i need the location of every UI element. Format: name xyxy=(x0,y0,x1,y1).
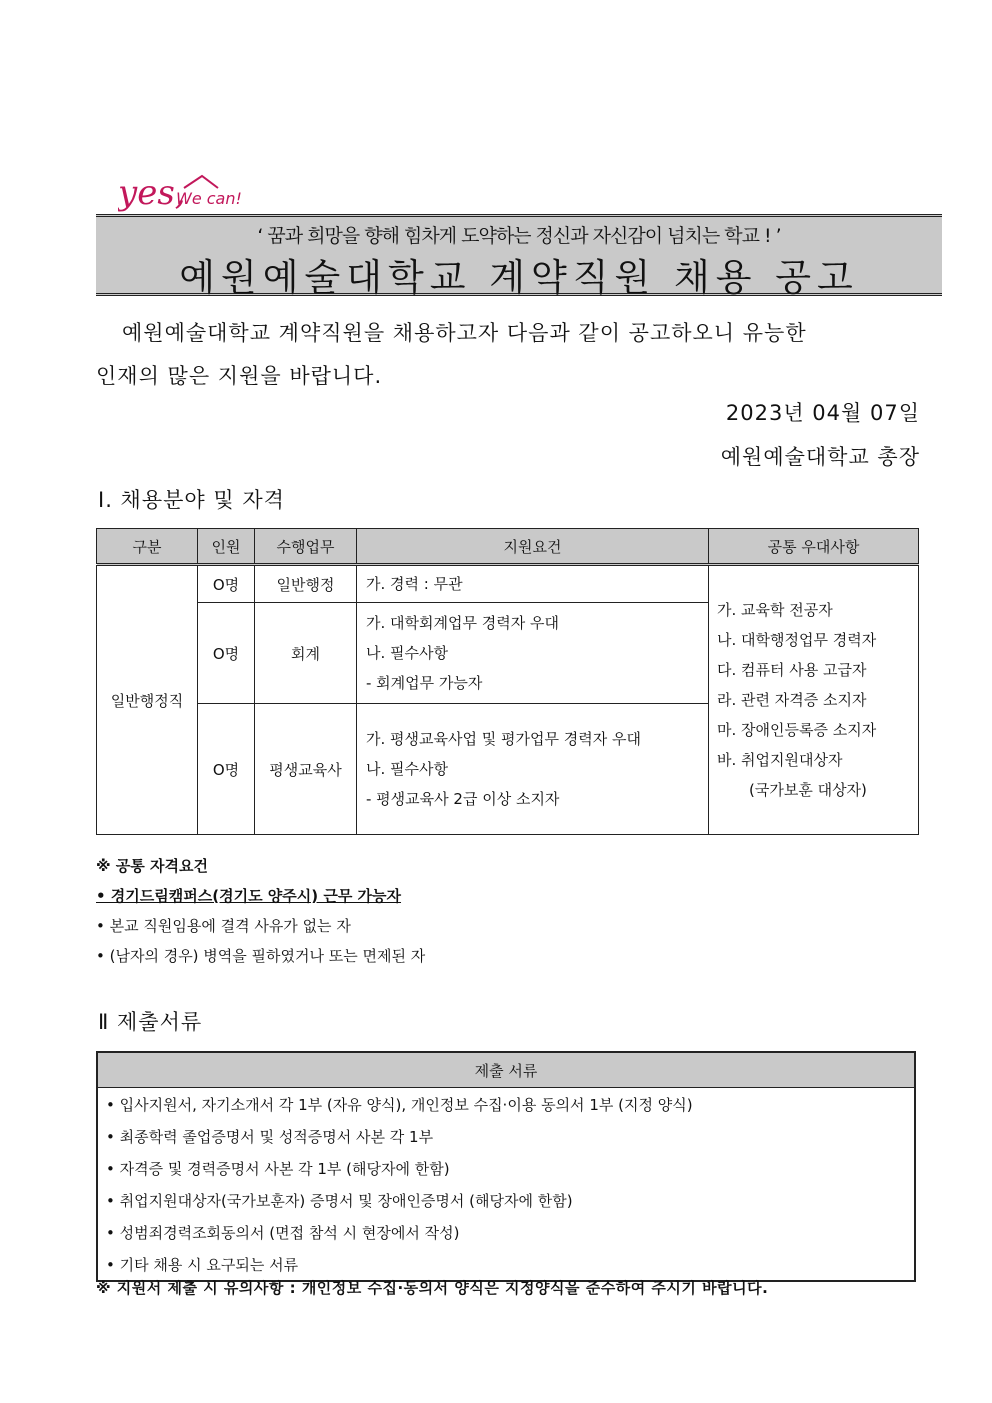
common-requirement-item: • (남자의 경우) 병역을 필하였거나 또는 면제된 자 xyxy=(96,947,426,965)
header-duty: 수행업무 xyxy=(255,529,357,565)
signature: 예원예술대학교 총장 xyxy=(720,445,920,469)
requirement-line: - 평생교육사 2급 이상 소지자 xyxy=(366,790,560,808)
section-2-title: Ⅱ 제출서류 xyxy=(98,1010,203,1034)
header-category: 구분 xyxy=(97,529,198,565)
intro-line-1: 예원예술대학교 계약직원을 채용하고자 다음과 같이 공고하오니 유능한 xyxy=(122,321,807,345)
preference-item: 다. 컴퓨터 사용 고급자 xyxy=(717,661,867,679)
count-cell: O명 xyxy=(198,565,255,603)
requirement-line: 가. 평생교육사업 및 평가업무 경력자 우대 xyxy=(366,730,641,748)
table-row xyxy=(97,1088,915,1121)
header-requirements: 지원요건 xyxy=(357,529,709,565)
table-row xyxy=(97,1184,915,1216)
document-item: • 자격증 및 경력증명서 사본 각 1부 (해당자에 한함) xyxy=(106,1159,450,1178)
table-header-row xyxy=(97,529,919,565)
table-row xyxy=(97,1152,915,1184)
requirements-cell xyxy=(357,603,709,704)
document-item: • 성범죄경력조회동의서 (면접 참석 시 현장에서 작성) xyxy=(106,1223,460,1242)
recruitment-table xyxy=(96,528,919,835)
title-banner xyxy=(96,214,942,299)
count-cell: O명 xyxy=(198,603,255,704)
preference-item: 바. 취업지원대상자 xyxy=(717,751,843,769)
document-item: • 최종학력 졸업증명서 및 성적증명서 사본 각 1부 xyxy=(106,1127,434,1146)
logo-main-text: yes, xyxy=(118,173,186,213)
documents-header: 제출 서류 xyxy=(97,1052,915,1088)
announcement-date: 2023년 04월 07일 xyxy=(725,401,920,425)
documents-table xyxy=(96,1051,916,1282)
requirements-cell xyxy=(357,704,709,835)
intro-paragraph xyxy=(96,312,920,398)
requirement-line: - 회계업무 가능자 xyxy=(366,674,483,692)
table-header-row xyxy=(97,1052,915,1088)
duty-cell: 평생교육사 xyxy=(255,704,357,835)
preference-item: 가. 교육학 전공자 xyxy=(717,601,833,619)
table-row xyxy=(97,1120,915,1152)
document-item: • 기타 채용 시 요구되는 서류 xyxy=(106,1255,299,1274)
logo-sub-text: We can! xyxy=(176,189,242,208)
count-cell: O명 xyxy=(198,704,255,835)
common-requirement-item: • 본교 직원임용에 결격 사유가 없는 자 xyxy=(96,917,351,935)
header-preferences: 공통 우대사항 xyxy=(709,529,919,565)
requirement-line: 나. 필수사항 xyxy=(366,760,448,778)
duty-cell: 회계 xyxy=(255,603,357,704)
duty-cell: 일반행정 xyxy=(255,565,357,603)
university-logo xyxy=(118,166,248,216)
banner-subtitle: ‘ 꿈과 희망을 향해 힘차게 도약하는 정신과 자신감이 넘치는 학교 ! ’ xyxy=(257,225,781,247)
requirement-line: 가. 대학회계업무 경력자 우대 xyxy=(366,614,559,632)
preference-item: (국가보훈 대상자) xyxy=(749,781,867,799)
common-requirements-title: ※ 공통 자격요건 xyxy=(96,857,208,875)
intro-line-2: 인재의 많은 지원을 바랍니다. xyxy=(96,364,383,388)
submission-footnote: ※ 지원서 제출 시 유의사항 : 개인정보 수집·동의서 양식은 지정양식을 준수하여 주시기 바랍니다. xyxy=(96,1279,769,1297)
preference-item: 나. 대학행정업무 경력자 xyxy=(717,631,877,649)
page-title: 예원예술대학교 계약직원 채용 공고 xyxy=(179,256,859,299)
requirement-line: 나. 필수사항 xyxy=(366,644,448,662)
table-row xyxy=(97,1216,915,1248)
requirements-cell xyxy=(357,565,709,603)
header-count: 인원 xyxy=(198,529,255,565)
preference-item: 마. 장애인등록증 소지자 xyxy=(717,721,877,739)
table-row xyxy=(97,565,919,603)
requirement-line: 가. 경력 : 무관 xyxy=(366,575,463,593)
category-cell: 일반행정직 xyxy=(97,565,198,835)
section-1-title: Ⅰ. 채용분야 및 자격 xyxy=(98,488,285,512)
document-item: • 취업지원대상자(국가보훈자) 증명서 및 장애인증명서 (해당자에 한함) xyxy=(106,1191,573,1210)
document-item: • 입사지원서, 자기소개서 각 1부 (자유 양식), 개인정보 수집·이용 동의서 1부 (지정 양식) xyxy=(106,1095,693,1114)
preferences-cell xyxy=(709,565,919,835)
common-requirement-item: • 경기드림캠퍼스(경기도 양주시) 근무 가능자 xyxy=(96,887,402,905)
preference-item: 라. 관련 자격증 소지자 xyxy=(717,691,867,709)
